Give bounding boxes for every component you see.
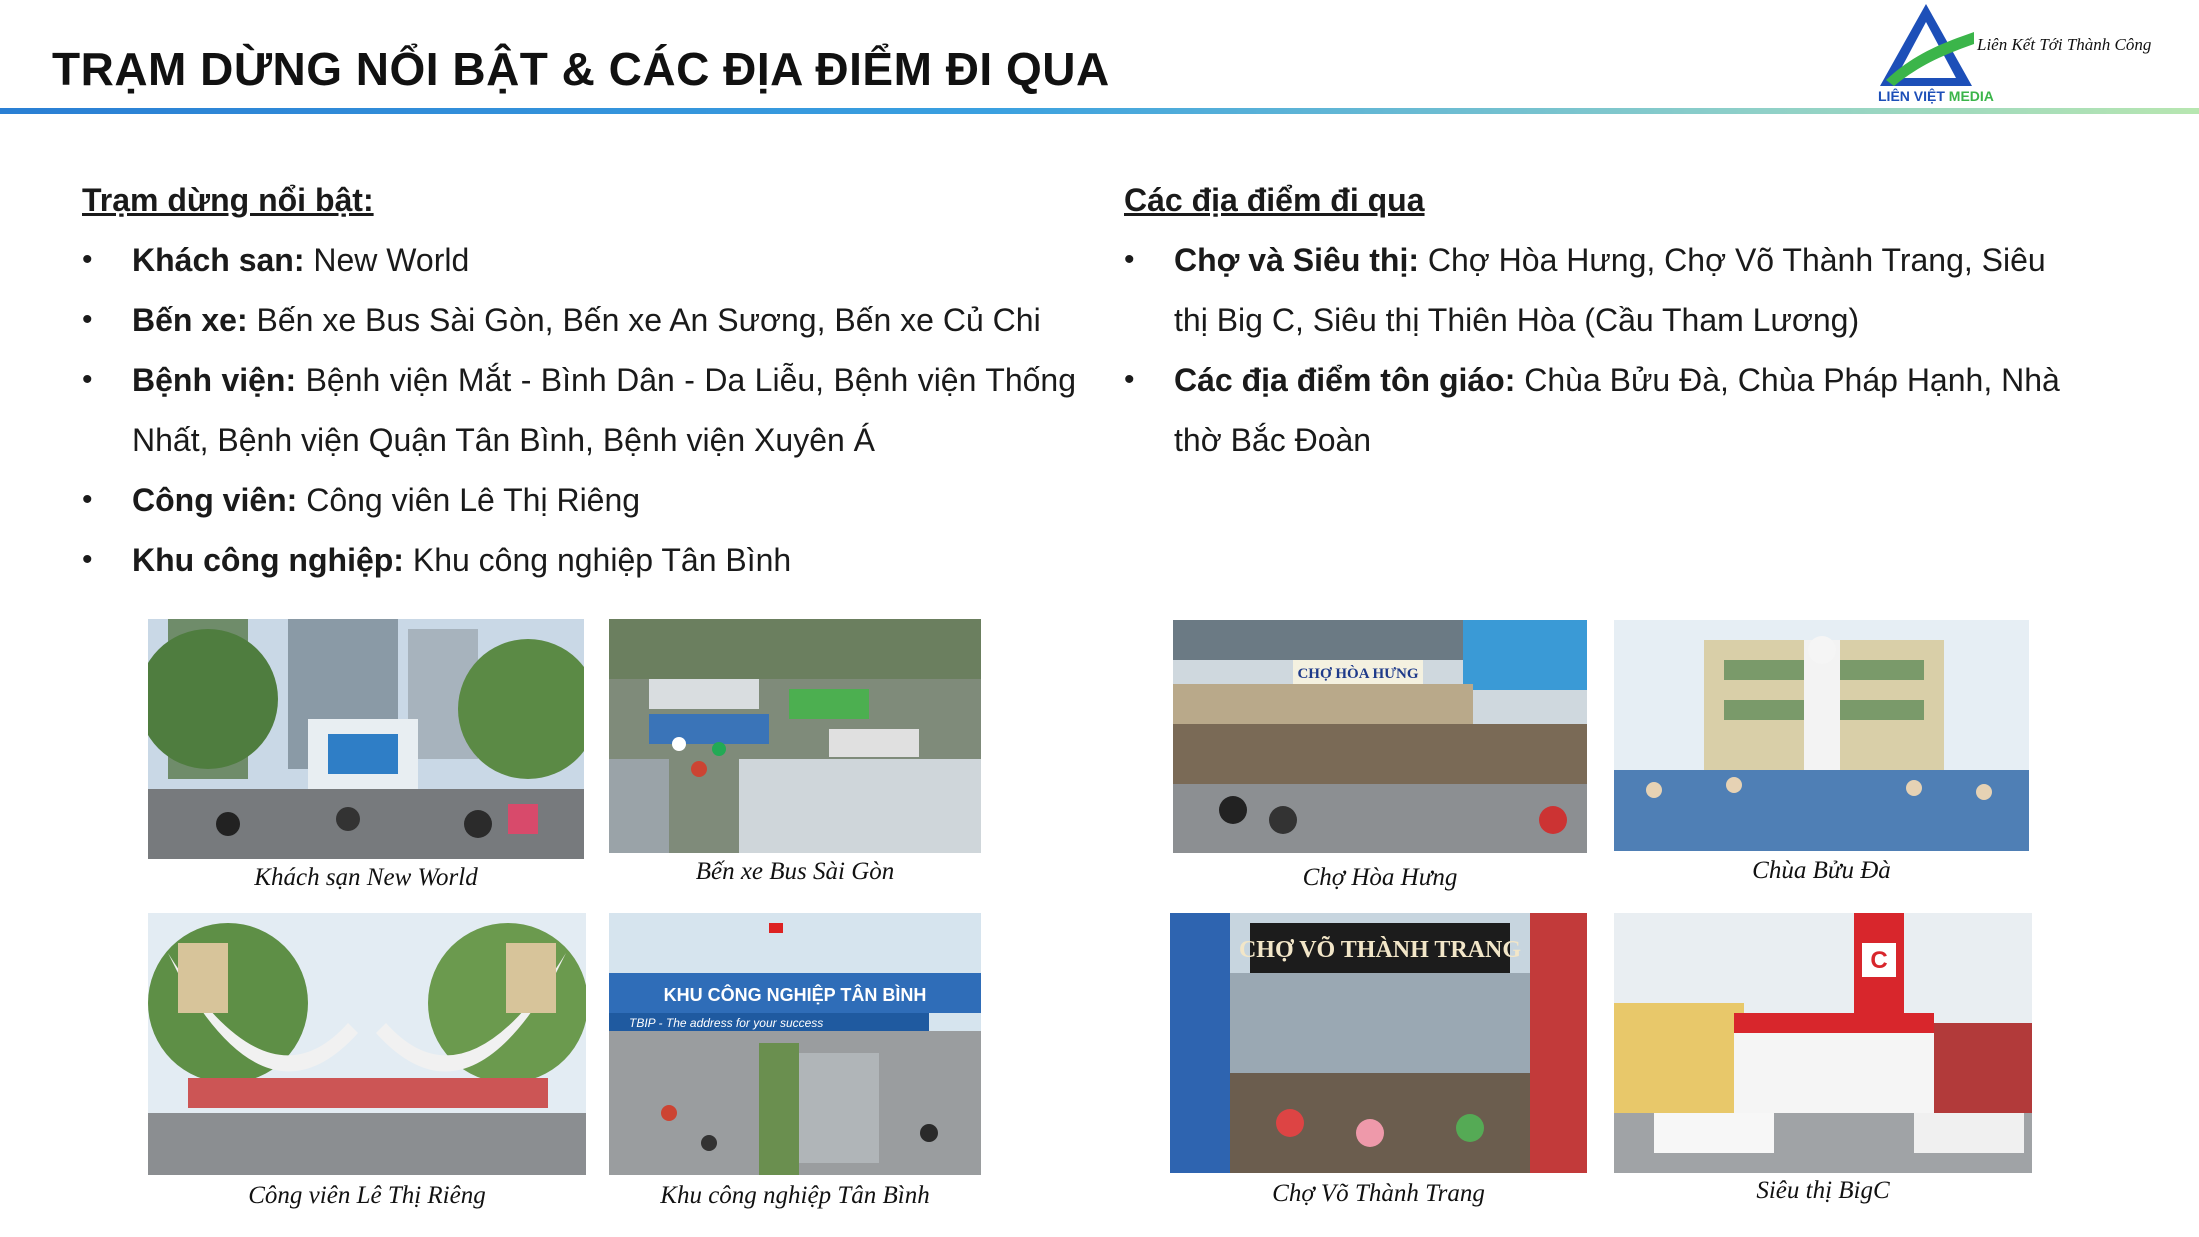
title-divider [0,108,2199,114]
list-item: • Bệnh viện: Bệnh viện Mắt - Bình Dân - Da Liễu, Bệnh viện Thống Nhất, Bệnh viện Quận Tân Bình, Bệnh viện Xuyên Á [82,350,1076,470]
photo-caption: Bến xe Bus Sài Gòn [695,858,895,885]
photo-chua-buu-da [1614,620,2029,851]
photo-caption: Chợ Võ Thành Trang [1272,1180,1485,1207]
photo-industrial-park [609,913,981,1175]
section-heading: Trạm dừng nổi bật: [82,182,374,218]
photo-bus-station [609,619,981,853]
industrial-subsign-text: TBIP - The address for your success [629,1016,824,1030]
logo-slogan: Liên Kết Tới Thành Công [1977,35,2152,54]
photo-cho-vo-thanh-trang [1170,913,1587,1173]
photo-caption: Chùa Bửu Đà [1752,857,1891,884]
highlight-stops-section [82,176,1076,590]
vo-thanh-trang-sign-text: CHỢ VÕ THÀNH TRANG [1238,937,1522,963]
photo-park [148,913,586,1175]
page-title: TRẠM DỪNG NỔI BẬT & CÁC ĐỊA ĐIỂM ĐI QUA [52,43,1110,95]
hoa-hung-sign-text: CHỢ HÒA HƯNG [1297,666,1419,682]
photo-cho-hoa-hung [1173,620,1587,853]
photo-caption: Chợ Hòa Hưng [1302,864,1458,891]
list-item: • Khách san: New World [82,230,1076,290]
photo-caption: Khách sạn New World [254,864,478,891]
list-item: • Bến xe: Bến xe Bus Sài Gòn, Bến xe An Sương, Bến xe Củ Chi [82,290,1076,350]
list-item: • Khu công nghiệp: Khu công nghiệp Tân Bình [82,530,1076,590]
section-heading: Các địa điểm đi qua [1124,182,1425,218]
logo-name: LIÊN VIỆT MEDIA [1878,88,1994,104]
list-item: • Chợ và Siêu thị: Chợ Hòa Hưng, Chợ Võ Thành Trang, Siêu thị Big C, Siêu thị Thiên Hòa (Cầu Tham Lương) [1124,230,2064,350]
places-passed-section [1124,176,2064,470]
list-item: • Các địa điểm tôn giáo: Chùa Bửu Đà, Chùa Pháp Hạnh, Nhà thờ Bắc Đoàn [1124,350,2064,470]
logo-triangle-icon [1876,2,1976,90]
industrial-sign-text: KHU CÔNG NGHIỆP TÂN BÌNH [663,985,927,1005]
list-item: • Công viên: Công viên Lê Thị Riêng [82,470,1076,530]
stops-list [82,230,1076,590]
photo-hotel-new-world [148,619,584,859]
photo-caption: Khu công nghiệp Tân Bình [660,1182,930,1209]
places-list [1124,230,2064,470]
photo-caption: Công viên Lê Thị Riêng [248,1182,486,1209]
brand-logo [1868,0,2188,108]
photo-sieu-thi-bigc [1614,913,2032,1173]
photo-caption: Siêu thị BigC [1756,1177,1890,1204]
svg-text:C: C [1870,947,1888,974]
